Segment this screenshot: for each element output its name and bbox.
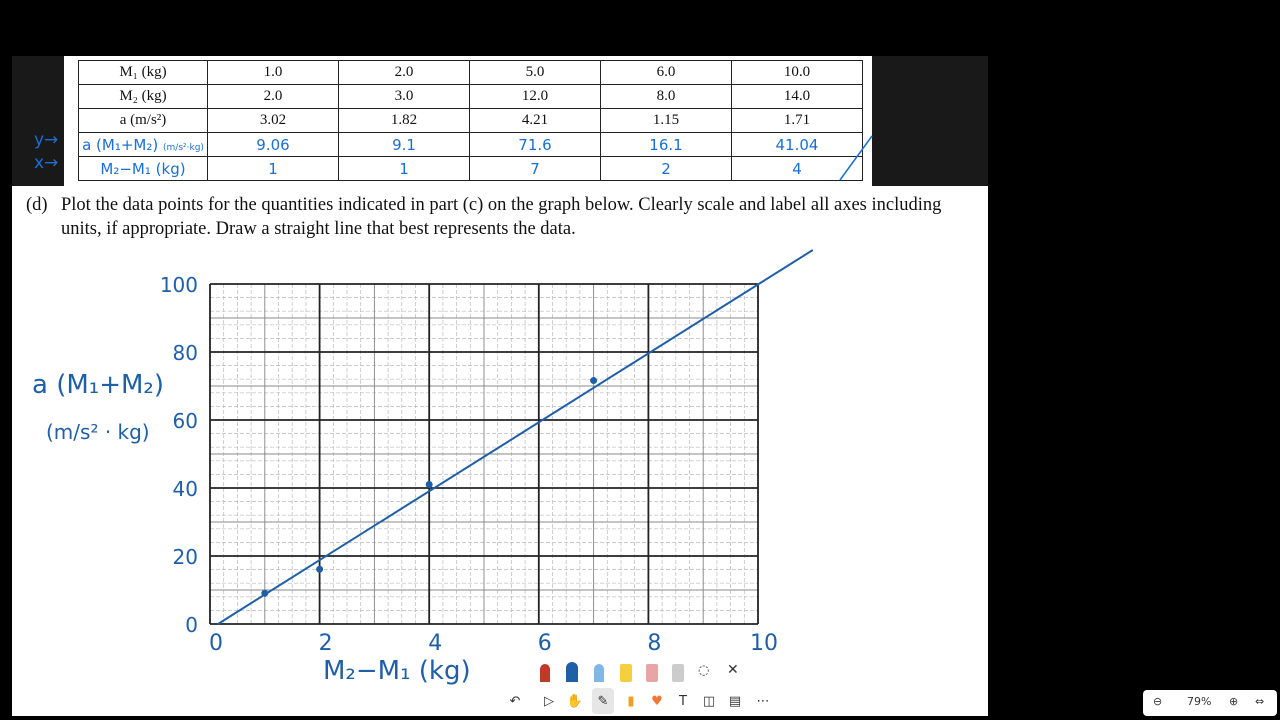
y-axis-label-line1: a (M₁+M₂): [32, 370, 164, 400]
row-label: a (m/s²): [79, 109, 208, 133]
row-label: M₂ (kg): [79, 85, 208, 109]
highlighter-yellow[interactable]: [620, 664, 632, 682]
pen-red[interactable]: [540, 664, 550, 682]
text-icon[interactable]: T: [679, 693, 687, 709]
table-cell: 1.71: [732, 109, 863, 133]
lasso-icon[interactable]: ◌: [698, 663, 710, 678]
table-cell: 2.0: [339, 61, 470, 85]
table-cell: 71.6: [470, 133, 601, 157]
question-number: (d): [26, 195, 48, 215]
zoom-level: 79%: [1187, 695, 1212, 708]
close-icon[interactable]: ✕: [727, 662, 739, 678]
pen-stroke: [840, 136, 872, 180]
table-cell: 2: [601, 157, 732, 181]
table-cell: 9.06: [208, 133, 339, 157]
row-label-text: a (M₁+M₂): [82, 135, 159, 154]
heart-icon[interactable]: ♥: [651, 693, 663, 709]
pen-blue[interactable]: [566, 662, 578, 682]
x-tick-label: 4: [428, 631, 443, 656]
table-cell: 1.82: [339, 109, 470, 133]
table-cell: 1: [208, 157, 339, 181]
row-label: M₁ (kg): [79, 61, 208, 85]
table-cell: 41.04: [732, 133, 863, 157]
table-cell: 9.1: [339, 133, 470, 157]
table-cell: 10.0: [732, 61, 863, 85]
table-cell: 8.0: [601, 85, 732, 109]
x-axis-label: M₂−M₁ (kg): [323, 656, 471, 686]
data-point: [426, 481, 433, 488]
drawing-toolbar: [500, 688, 778, 716]
table-cell: 1.0: [208, 61, 339, 85]
table-cell: 12.0: [470, 85, 601, 109]
y-tick-label: 100: [159, 273, 198, 297]
table-cell: 16.1: [601, 133, 732, 157]
shapes-icon[interactable]: ◫: [702, 693, 716, 709]
table-cell: 4.21: [470, 109, 601, 133]
highlighter-icon[interactable]: ▮: [627, 693, 635, 709]
y-tick-label: 60: [172, 409, 198, 433]
y-tick-label: 0: [185, 613, 198, 637]
data-point: [316, 566, 323, 573]
y-axis-label-line2: (m/s² · kg): [46, 420, 150, 444]
undo-icon[interactable]: ↶: [509, 693, 521, 709]
table-cell: 3.0: [339, 85, 470, 109]
x-tick-label: 10: [750, 631, 778, 656]
row-label-handwritten: M₂−M₁ (kg): [79, 157, 208, 181]
table-cell: 4: [732, 157, 863, 181]
table-cell: 1.15: [601, 109, 732, 133]
table-cell: 2.0: [208, 85, 339, 109]
hand-icon[interactable]: ✋: [566, 693, 584, 709]
question-text: Plot the data points for the quantities indicated in part (c) on the graph below. Clearly scale and label all axes including units, if appropriate. Draw a straight line that best represents the data.: [61, 195, 942, 239]
table-cell: 1: [339, 157, 470, 181]
pen-lightblue[interactable]: [594, 664, 604, 682]
x-tick-label: 8: [647, 631, 662, 656]
ruler-icon[interactable]: [672, 664, 684, 682]
pen-icon[interactable]: ✎: [592, 688, 614, 714]
unit-note: (m/s²·kg): [163, 142, 204, 153]
y-tick-label: 20: [172, 545, 198, 569]
x-tick-label: 6: [537, 631, 552, 656]
table-cell: 6.0: [601, 61, 732, 85]
pen-palette: [530, 658, 750, 686]
y-marker: y→: [34, 130, 59, 150]
zoom-out-icon[interactable]: ⊖: [1153, 695, 1163, 708]
eraser-icon[interactable]: [646, 664, 658, 682]
layout-icon[interactable]: ▤: [728, 693, 742, 709]
table-cell: 14.0: [732, 85, 863, 109]
zoom-control: [1143, 690, 1277, 716]
x-tick-label: 2: [318, 631, 333, 656]
y-tick-label: 80: [172, 341, 198, 365]
table-cell: 7: [470, 157, 601, 181]
data-point: [590, 377, 597, 384]
fit-page-icon[interactable]: ⇔: [1255, 695, 1265, 708]
x-tick-label: 0: [209, 631, 223, 656]
x-marker: x→: [34, 153, 59, 173]
table-cell: 3.02: [208, 109, 339, 133]
best-fit-line: [218, 250, 813, 624]
zoom-in-icon[interactable]: ⊕: [1229, 695, 1239, 708]
data-point: [261, 590, 268, 597]
more-icon[interactable]: ⋯: [756, 693, 770, 709]
y-tick-label: 40: [172, 477, 198, 501]
select-icon[interactable]: ▷: [544, 693, 554, 709]
table-cell: 5.0: [470, 61, 601, 85]
